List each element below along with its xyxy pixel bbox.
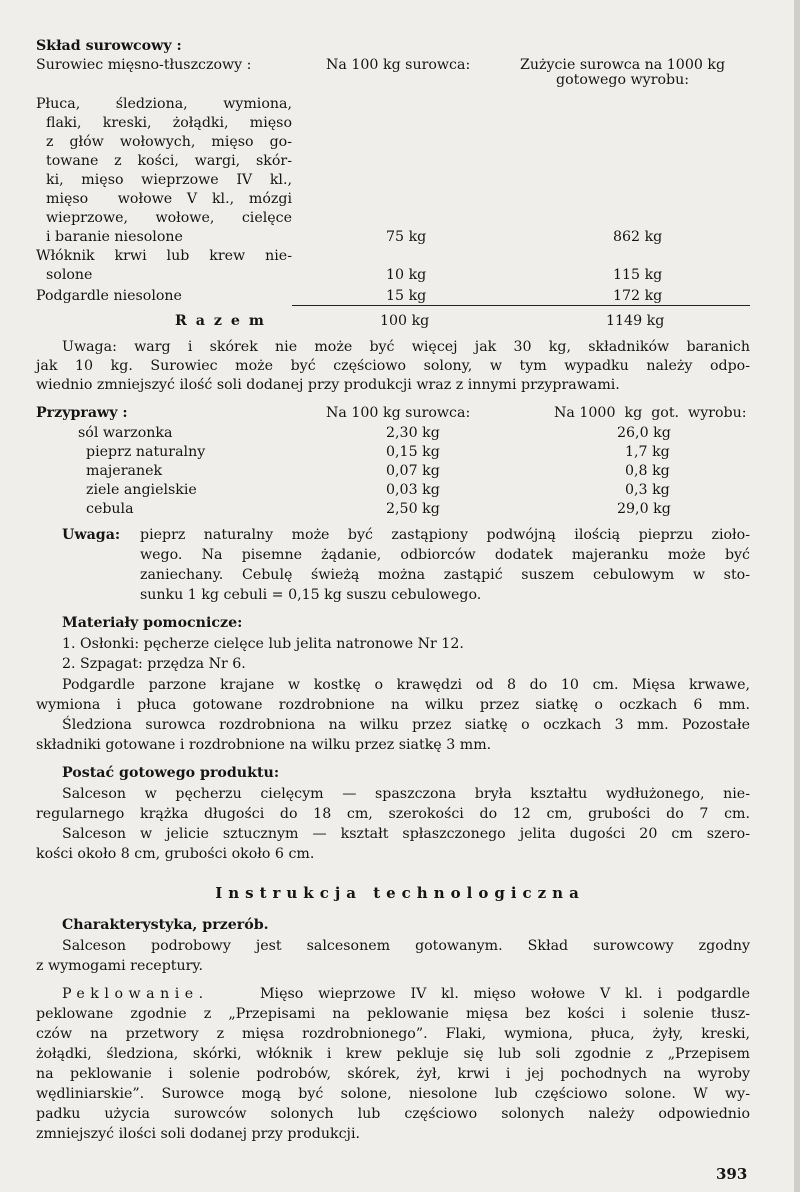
sklad-item2-line: Włóknik krwi lub krew nie-	[36, 248, 292, 264]
sklad-item2-v1000: 115 kg	[613, 267, 663, 283]
uwaga1-line: Uwaga: warg i skórek nie może być więcej jak 30 kg, składników baranich	[62, 339, 750, 355]
sklad-col3-header-line2: gotowego wyrobu:	[556, 72, 690, 88]
sklad-item1-line: wieprzowe, wołowe, cielęce	[46, 210, 292, 226]
peklowanie-line: czów na przetwory z mięsa rozdrobnionego”. Flaki, wymiona, płuca, żyły, kreski,	[36, 1026, 750, 1042]
przyprawy-row-v1000: 26,0 kg	[617, 425, 671, 441]
peklowanie-label: Peklowanie.	[62, 986, 209, 1002]
sklad-item1-line: mięso wołowe V kl., mózgi	[46, 191, 292, 207]
peklowanie-line: zmniejszyć ilości soli dodanej przy produkcji.	[36, 1126, 361, 1142]
charakterystyka-line: z wymogami receptury.	[36, 958, 204, 974]
section-title: Instrukcja technologiczna	[215, 884, 585, 902]
uwaga1-line: wiednio zmniejszyć ilość soli dodanej przy produkcji wraz z innymi przyprawami.	[36, 377, 620, 393]
materialy-item: 1. Osłonki: pęcherze cielęce lub jelita natronowe Nr 12.	[62, 636, 464, 652]
materialy-item: 2. Szpagat: przędza Nr 6.	[62, 656, 246, 672]
materialy-para2-line: składniki gotowane i rozdrobnione na wilku przez siatkę 3 mm.	[36, 737, 492, 753]
sklad-item1-line: i baranie niesolone	[46, 229, 183, 245]
sklad-item2-v100: 10 kg	[386, 267, 427, 283]
uwaga1-line: jak 10 kg. Surowiec może być częściowo solony, w tym wypadku należy odpo-	[36, 358, 750, 374]
charakterystyka-heading: Charakterystyka, przerób.	[62, 917, 269, 933]
sklad-col3-header-line1: Zużycie surowca na 1000 kg	[520, 57, 726, 73]
przyprawy-col2-header: Na 100 kg surowca:	[326, 405, 471, 421]
postac-line: kości około 8 cm, grubości około 6 cm.	[36, 846, 315, 862]
przyprawy-heading: Przyprawy :	[36, 405, 128, 421]
peklowanie-line: peklowane zgodnie z „Przepisami na peklowanie mięsa bez kości i solenie tłusz-	[36, 1006, 750, 1022]
przyprawy-row-v1000: 29,0 kg	[617, 501, 671, 517]
postac-line: regularnego krążka długości do 18 cm, szerokości do 12 cm, grubości do 7 cm.	[36, 806, 750, 822]
sklad-total-v100: 100 kg	[380, 313, 430, 329]
postac-line: Salceson w pęcherzu cielęcym — spaszczona bryła kształtu wydłużonego, nie-	[62, 786, 750, 802]
sklad-item3-name: Podgardle niesolone	[36, 288, 182, 304]
uwaga2-label: Uwaga:	[62, 527, 121, 543]
przyprawy-row-v100: 0,03 kg	[386, 482, 440, 498]
charakterystyka-line: Salceson podrobowy jest salcesonem gotowanym. Skład surowcowy zgodny	[62, 938, 750, 954]
sklad-total-v1000: 1149 kg	[606, 313, 665, 329]
sklad-item2-line: solone	[46, 267, 93, 283]
uwaga2-line: sunku 1 kg cebuli = 0,15 kg suszu cebulowego.	[140, 587, 482, 603]
przyprawy-row-name: ziele angielskie	[86, 482, 197, 498]
przyprawy-row-v1000: 0,8 kg	[625, 463, 670, 479]
sklad-item1-line: flaki, kreski, żołądki, mięso	[46, 115, 292, 131]
uwaga2-line: pieprz naturalny może być zastąpiony podwójną ilością pieprzu zioło-	[140, 527, 750, 543]
sklad-item1-line: z głów wołowych, mięso go-	[46, 134, 292, 150]
page-edge-shadow	[794, 0, 800, 1192]
uwaga2-line: zaniechany. Cebulę świeżą można zastąpić suszem cebulowym w sto-	[140, 567, 750, 583]
sklad-col1-header: Surowiec mięsno-tłuszczowy :	[36, 57, 252, 73]
sklad-item3-v100: 15 kg	[386, 288, 427, 304]
sklad-heading: Skład surowcowy :	[36, 38, 182, 54]
materialy-para1-line: wymiona i płuca gotowane rozdrobnione na wilku przez siatkę o oczkach 6 mm.	[36, 697, 750, 713]
sklad-item1-v100: 75 kg	[386, 229, 427, 245]
peklowanie-line: na peklowanie i solenie podrobów, skórek, żył, krwi i jej pochodnych na wyroby	[36, 1066, 750, 1082]
uwaga2-line: wego. Na pisemne żądanie, odbiorców dodatek majeranku może być	[140, 547, 750, 563]
sklad-item3-v1000: 172 kg	[613, 288, 663, 304]
sklad-total-label: R a z e m	[175, 313, 266, 329]
przyprawy-row-name: sól warzonka	[78, 425, 173, 441]
peklowanie-line: Mięso wieprzowe IV kl. mięso wołowe V kl. i podgardle	[260, 986, 750, 1002]
sklad-item1-line: Płuca, śledziona, wymiona,	[36, 96, 292, 112]
peklowanie-line: żołądki, śledziona, skórki, włóknik i krew pekluje się lub soli zgodnie z „Przepisem	[36, 1046, 750, 1062]
postac-line: Salceson w jelicie sztucznym — kształt spłaszczonego jelita dugości 20 cm szero-	[62, 826, 750, 842]
przyprawy-row-v100: 0,15 kg	[386, 444, 440, 460]
page-number: 393	[716, 1165, 748, 1183]
materialy-heading: Materiały pomocnicze:	[62, 615, 243, 631]
przyprawy-row-name: pieprz naturalny	[86, 444, 206, 460]
peklowanie-line: wędliniarskie”. Surowce mogą być solone, niesolone lub częściowo solone. W wy-	[36, 1086, 750, 1102]
przyprawy-row-name: majeranek	[86, 463, 163, 479]
przyprawy-row-name: cebula	[86, 501, 134, 517]
materialy-para2-line: Śledziona surowca rozdrobniona na wilku przez siatkę o oczkach 3 mm. Pozostałe	[62, 717, 750, 733]
sklad-item1-line: ki, mięso wieprzowe IV kl.,	[46, 172, 292, 188]
przyprawy-col3-header: Na 1000 kg got. wyrobu:	[554, 405, 747, 421]
przyprawy-row-v1000: 0,3 kg	[625, 482, 670, 498]
peklowanie-line: padku użycia surowców solonych lub częściowo solonych należy odpowiednio	[36, 1106, 750, 1122]
przyprawy-row-v100: 0,07 kg	[386, 463, 440, 479]
materialy-para1-line: Podgardle parzone krajane w kostkę o krawędzi od 8 do 10 cm. Mięsa krwawe,	[62, 677, 750, 693]
postac-heading: Postać gotowego produktu:	[62, 765, 280, 781]
przyprawy-row-v1000: 1,7 kg	[625, 444, 670, 460]
przyprawy-row-v100: 2,50 kg	[386, 501, 440, 517]
przyprawy-row-v100: 2,30 kg	[386, 425, 440, 441]
sklad-item1-line: towane z kości, wargi, skór-	[46, 153, 292, 169]
sklad-item1-v1000: 862 kg	[613, 229, 663, 245]
sklad-col2-header: Na 100 kg surowca:	[326, 57, 471, 73]
total-rule	[292, 305, 750, 306]
